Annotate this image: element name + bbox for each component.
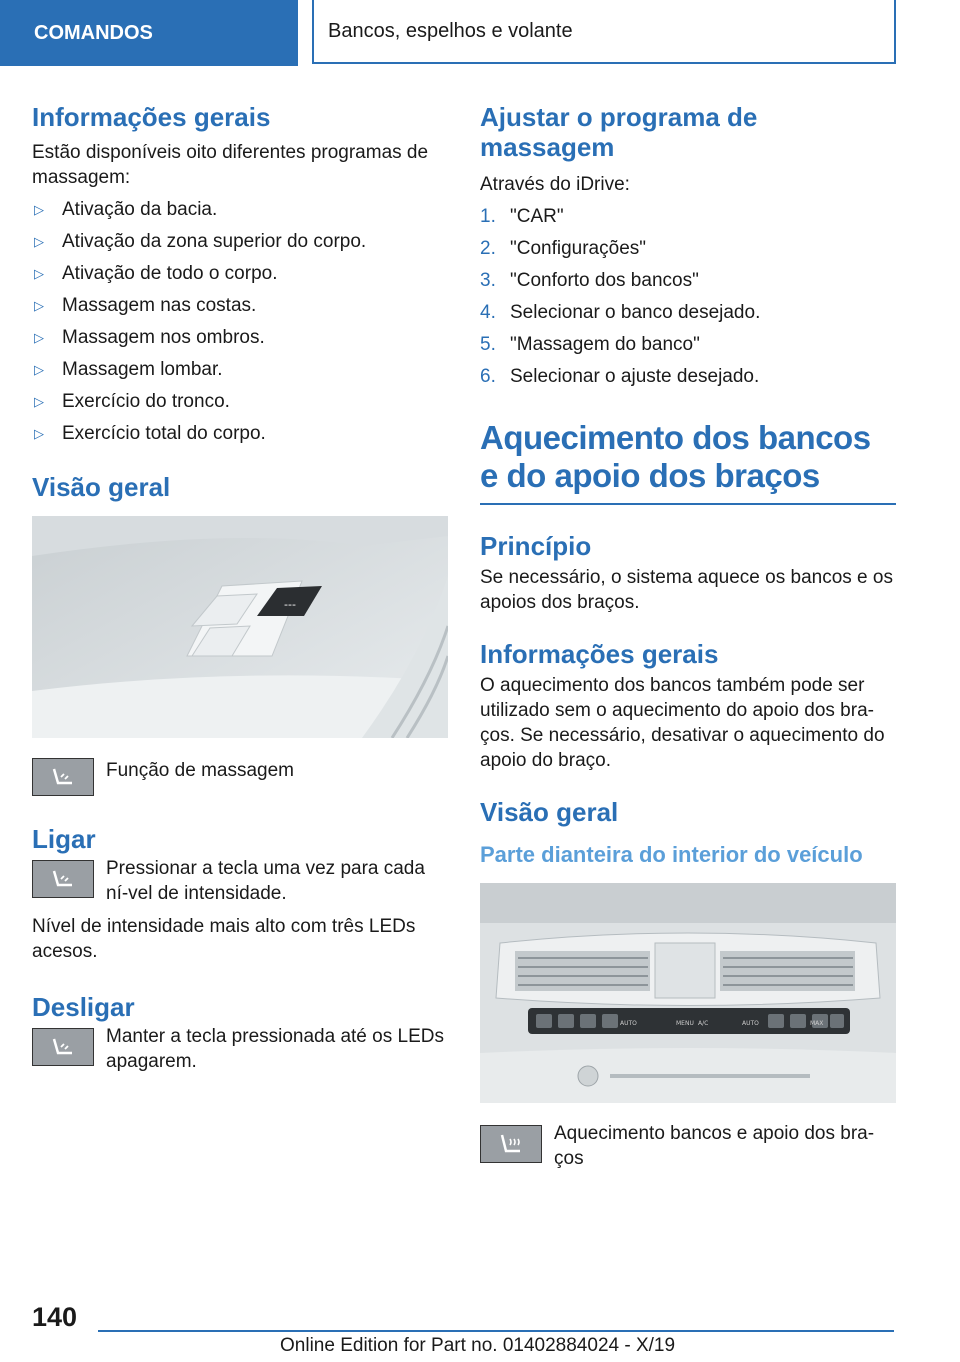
footer-edition: Online Edition for Part no. 01402884024 - X/19 <box>280 1335 676 1356</box>
heading-desligar: Desligar <box>32 992 135 1022</box>
ligar-text: Pressionar a tecla uma vez para cada ní-vel de intensidade. <box>106 858 425 904</box>
dashboard-photo <box>480 883 896 1103</box>
triangle-bullet-icon: ▷ <box>34 298 44 313</box>
seat-massage-icon <box>32 860 94 898</box>
list-item: 3. "Conforto dos bancos" <box>480 270 699 291</box>
list-item: ▷ Ativação de todo o corpo. <box>34 263 278 284</box>
seat-heating-icon <box>480 1125 542 1163</box>
triangle-bullet-icon: ▷ <box>34 362 44 377</box>
steps-list <box>480 204 896 389</box>
caption-aquec-row <box>480 1121 896 1171</box>
info2-text: O aquecimento dos bancos também pode ser utilizado sem o aquecimento do apoio dos bra-ços. Se necessário, desativar o aquecimento do apoio do braço. <box>480 675 885 771</box>
triangle-bullet-icon: ▷ <box>34 394 44 409</box>
list-item: ▷ Exercício total do corpo. <box>34 423 266 444</box>
triangle-bullet-icon: ▷ <box>34 426 44 441</box>
caption-massagem-row <box>32 758 448 796</box>
section-title: COMANDOS <box>34 21 153 44</box>
list-item: ▷ Exercício do tronco. <box>34 391 230 412</box>
list-item: ▷ Massagem nos ombros. <box>34 327 265 348</box>
panel-label: MENU <box>676 1020 694 1027</box>
left-column <box>32 102 448 1074</box>
ajustar-intro: Através do iDrive: <box>480 174 630 195</box>
ligar-row <box>32 856 448 906</box>
footer-rule <box>98 1330 894 1332</box>
heading-info-2: Informações gerais <box>480 639 719 669</box>
door-panel-illustration <box>32 516 448 738</box>
right-column <box>480 102 896 1171</box>
svg-text:---: --- <box>284 598 296 611</box>
panel-label: MAX <box>810 1020 824 1027</box>
heading-ajustar: Ajustar o programa de massagem <box>480 102 758 162</box>
heading-parte: Parte dianteira do interior do veículo <box>480 842 863 867</box>
chapter-title: Bancos, espelhos e volante <box>328 19 573 42</box>
door-panel-photo <box>32 516 448 738</box>
program-list <box>32 197 448 446</box>
list-item: 2. "Configurações" <box>480 238 647 259</box>
panel-label: AUTO <box>742 1020 759 1027</box>
panel-label: A/C <box>698 1020 709 1027</box>
list-item: ▷ Ativação da zona superior do corpo. <box>34 231 367 252</box>
caption-aquec: Aquecimento bancos e apoio dos bra-ços <box>554 1123 875 1169</box>
heading-info: Informações gerais <box>32 102 271 132</box>
seat-massage-icon <box>32 758 94 796</box>
heading-ligar: Ligar <box>32 824 96 854</box>
desligar-text: Manter a tecla pressionada até os LEDs apagarem. <box>106 1026 444 1072</box>
list-item: 1. "CAR" <box>480 206 564 227</box>
heading-principio: Princípio <box>480 531 592 561</box>
triangle-bullet-icon: ▷ <box>34 202 44 217</box>
desligar-row <box>32 1024 448 1074</box>
chapter-header <box>312 0 896 64</box>
list-item: 5. "Massagem do banco" <box>480 334 700 355</box>
heading-rule <box>480 503 896 505</box>
info-text: Estão disponíveis oito diferentes programas de massagem: <box>32 142 429 188</box>
seat-massage-icon <box>32 1028 94 1066</box>
dashboard-illustration <box>480 883 896 1103</box>
triangle-bullet-icon: ▷ <box>34 234 44 249</box>
list-item: ▷ Massagem nas costas. <box>34 295 257 316</box>
panel-label: AUTO <box>620 1020 637 1027</box>
triangle-bullet-icon: ▷ <box>34 330 44 345</box>
list-item: 6. Selecionar o ajuste desejado. <box>480 366 760 387</box>
triangle-bullet-icon: ▷ <box>34 266 44 281</box>
section-tab <box>0 0 298 66</box>
ligar-text-2: Nível de intensidade mais alto com três LEDs acesos. <box>32 916 416 962</box>
heading-visao-2: Visão geral <box>480 797 619 827</box>
page-number: 140 <box>32 1302 78 1332</box>
principio-text: Se necessário, o sistema aquece os bancos e os apoios dos braços. <box>480 567 893 613</box>
list-item: 4. Selecionar o banco desejado. <box>480 302 761 323</box>
list-item: ▷ Massagem lombar. <box>34 359 223 380</box>
heading-visao: Visão geral <box>32 472 171 502</box>
list-item: ▷ Ativação da bacia. <box>34 199 218 220</box>
caption-massagem: Função de massagem <box>106 760 294 781</box>
heading-aquecimento: Aquecimento dos bancos e do apoio dos braços <box>480 419 871 494</box>
